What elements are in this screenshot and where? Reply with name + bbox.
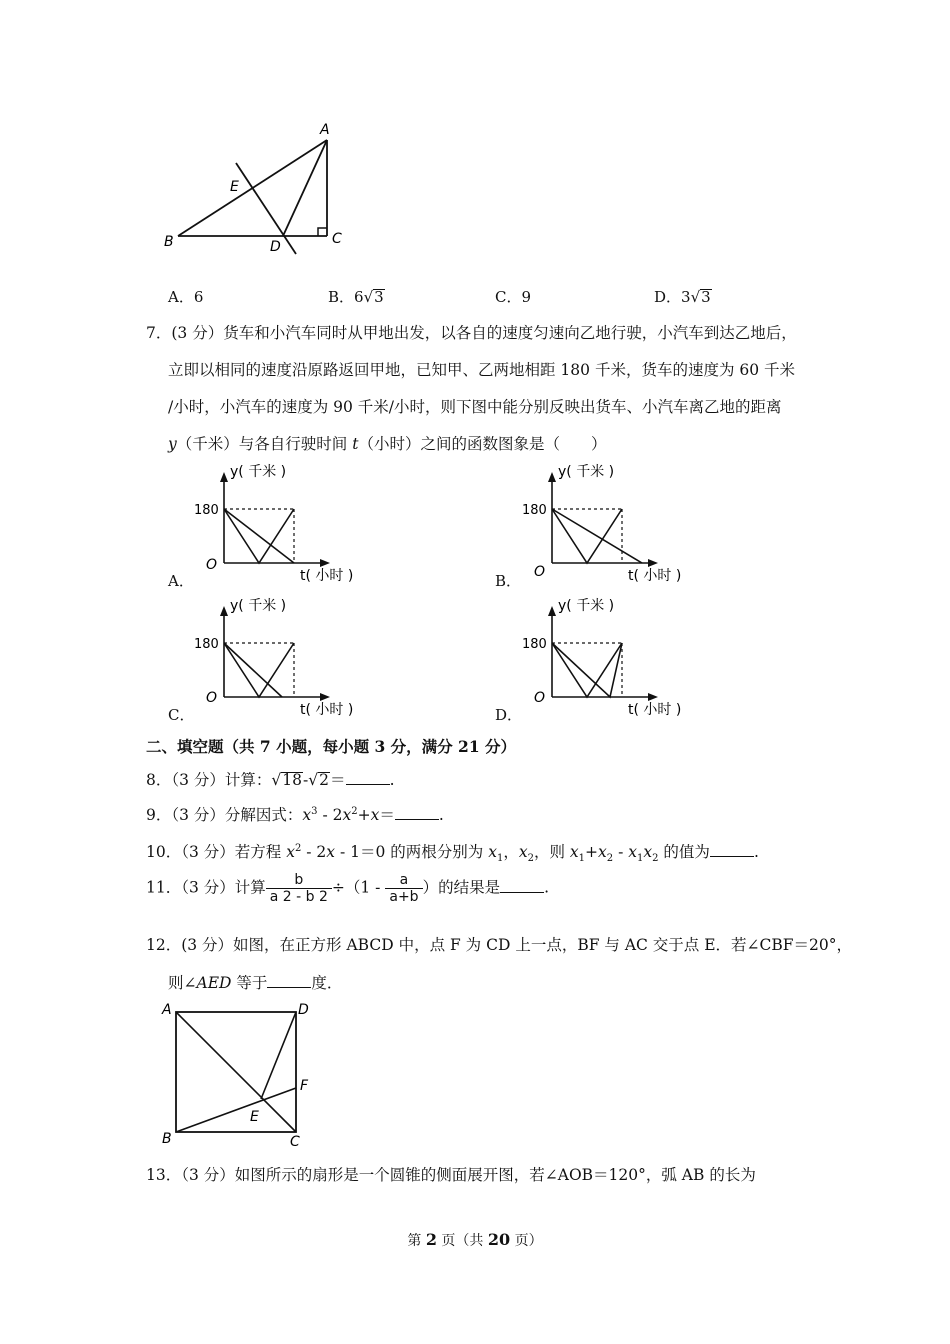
sqrt-sign: √	[308, 771, 319, 789]
q9	[146, 803, 444, 825]
truck-line	[552, 643, 622, 697]
q8-prefix: 8．（3 分）计算：	[146, 771, 272, 789]
truck-line	[552, 509, 642, 563]
q10-mid: - 2	[301, 843, 327, 861]
q7-option-d-label[interactable]: D．	[495, 706, 523, 724]
var-x: x	[342, 806, 352, 824]
q10-comma: ，	[503, 843, 519, 861]
q6-option-d[interactable]	[654, 286, 712, 307]
label-D: D	[270, 239, 281, 255]
q10-then: ，则	[533, 843, 570, 861]
sup: 2	[294, 842, 302, 854]
q7-line-2: 立即以相同的速度沿原路返回甲地，已知甲、乙两地相距 180 千米，货车的速度为 60 千米	[168, 361, 796, 379]
q11-num2: a	[385, 872, 422, 889]
q7-line-4-a: （千米）与各自行驶时间	[176, 435, 353, 453]
sub: 1	[578, 853, 586, 865]
q11-close: ）的结果是	[422, 878, 501, 897]
label-180: 180	[522, 637, 547, 652]
var-x: x	[569, 843, 579, 861]
sub: 1	[637, 853, 644, 865]
q7-option-b-label[interactable]: B．	[495, 572, 522, 590]
label-F: F	[300, 1078, 309, 1094]
q11	[146, 872, 549, 905]
var-x: x	[628, 843, 637, 861]
label-C: C	[290, 1134, 300, 1150]
q12-line-1: 12．(3 分）如图，在正方形 ABCD 中，点 F 为 CD 上一点，BF 与 AC 交于点 E．若∠CBF＝20°，	[146, 936, 853, 954]
q7-option-a-label[interactable]: A．	[168, 572, 194, 590]
label-t-axis: t( 小时 )	[300, 702, 354, 718]
label-180: 180	[522, 503, 547, 518]
segment-BF	[176, 1088, 296, 1132]
q12-prefix: 则∠	[168, 974, 197, 992]
var-x: x	[643, 843, 653, 861]
var-x: x	[326, 843, 336, 861]
var-x: x	[302, 806, 312, 824]
sup: 2	[351, 805, 358, 817]
q8-answer-blank[interactable]	[346, 772, 390, 785]
q7-graph-d[interactable]	[518, 594, 708, 722]
footer-total: 20	[487, 1230, 511, 1249]
q12-line-2	[168, 971, 342, 993]
y-arrow	[548, 606, 556, 616]
q11-den: a 2 - b 2	[269, 889, 328, 905]
var-x: x	[370, 806, 380, 824]
label-A: A	[162, 1002, 172, 1018]
page-footer	[0, 1230, 950, 1250]
sqrt-sign: √	[690, 288, 701, 306]
label-origin: O	[206, 557, 218, 573]
q11-fraction-2	[385, 872, 422, 905]
right-angle-mark	[318, 228, 327, 236]
footer-text-3: 页）	[510, 1233, 543, 1249]
sqrt-sign: √	[363, 288, 374, 306]
sub: 2	[606, 853, 614, 865]
q8-radicand-2: 2	[319, 771, 330, 789]
t-arrow	[648, 693, 658, 701]
label-origin: O	[534, 690, 546, 706]
y-arrow	[220, 472, 228, 482]
q6-option-b-prefix: B．6	[328, 288, 364, 306]
label-y-axis: y( 千米 )	[230, 598, 287, 614]
q8	[146, 768, 395, 790]
sub: 1	[496, 853, 504, 865]
square-figure	[160, 998, 320, 1150]
label-t-axis: t( 小时 )	[628, 702, 682, 718]
sub: 2	[527, 853, 534, 865]
q10-minus: -	[613, 843, 629, 861]
q10-end: .	[753, 843, 759, 861]
var-x: x	[286, 843, 295, 861]
label-origin: O	[534, 564, 546, 580]
var-t: t	[352, 435, 359, 453]
diagonal-AC	[176, 1012, 296, 1132]
footer-page: 2	[425, 1230, 437, 1249]
q10-plus: +	[585, 843, 599, 861]
q6-option-d-prefix: D．3	[654, 288, 691, 306]
car-line	[552, 509, 622, 563]
sub: 2	[652, 853, 659, 865]
q7-line-3: /小时，小汽车的速度为 90 千米/小时，则下图中能分别反映出货车、小汽车离乙地的距离	[168, 398, 782, 416]
label-E: E	[230, 179, 239, 195]
triangle-figure	[160, 118, 340, 258]
q11-answer-blank[interactable]	[500, 880, 544, 893]
label-B: B	[164, 234, 174, 250]
q8-eq: ＝	[330, 771, 346, 789]
q9-end: .	[438, 806, 444, 824]
q7-graph-c[interactable]	[190, 594, 380, 722]
q8-minus: -	[303, 771, 309, 789]
label-180: 180	[194, 637, 219, 652]
q8-end: .	[389, 771, 395, 789]
q10-prefix: 10．（3 分）若方程	[146, 843, 287, 861]
q11-prefix: 11．（3 分）计算	[146, 878, 266, 897]
q8-radicand-1: 18	[282, 771, 303, 789]
q7-line-4-b: （小时）之间的函数图象是（ ）	[358, 435, 607, 453]
car-line	[224, 643, 294, 697]
q10-tail: - 1＝0 的两根分别为	[335, 843, 489, 861]
footer-text-2: 页（共	[436, 1233, 488, 1249]
q9-eq: ＝	[379, 806, 395, 824]
q11-div: ÷（1 -	[331, 878, 386, 897]
label-t-axis: t( 小时 )	[300, 568, 354, 584]
q11-num: b	[266, 872, 332, 889]
label-y-axis: y( 千米 )	[558, 464, 615, 480]
q6-option-c[interactable]: C．9	[495, 288, 532, 306]
q11-den2: a+b	[389, 889, 419, 905]
q12-answer-blank[interactable]	[267, 975, 311, 988]
label-E: E	[250, 1109, 259, 1125]
q9-prefix: 9．（3 分）分解因式：	[146, 806, 303, 824]
sqrt-sign: √	[271, 771, 282, 789]
label-A: A	[320, 122, 330, 138]
label-B: B	[162, 1131, 172, 1147]
q6-option-a[interactable]: A．6	[168, 288, 204, 306]
t-arrow	[320, 693, 330, 701]
var-x: x	[488, 843, 497, 861]
var-y: y	[168, 435, 177, 453]
q9-plus: +	[357, 806, 371, 824]
segment-DE	[261, 1012, 296, 1099]
y-arrow	[220, 606, 228, 616]
q6-option-d-radicand: 3	[701, 288, 711, 306]
q7-line-1: 7．(3 分）货车和小汽车同时从甲地出发，以各自的速度匀速向乙地行驶，小汽车到达乙地后，	[146, 324, 797, 342]
label-t-axis: t( 小时 )	[628, 568, 682, 584]
q13-line-1: 13．（3 分）如图所示的扇形是一个圆锥的侧面展开图，若∠AOB＝120°，弧 AB 的长为	[146, 1166, 756, 1184]
q7-option-c-label[interactable]: C．	[168, 706, 195, 724]
truck-line	[224, 509, 294, 563]
var-x: x	[518, 843, 528, 861]
footer-text-1: 第	[407, 1233, 426, 1249]
q7-graph-a[interactable]	[190, 460, 380, 588]
q10-answer-blank[interactable]	[710, 844, 754, 857]
label-180: 180	[194, 503, 219, 518]
label-y-axis: y( 千米 )	[230, 464, 287, 480]
q7-line-4	[168, 432, 606, 454]
label-D: D	[298, 1002, 309, 1018]
q9-mid: - 2	[317, 806, 343, 824]
q11-end: .	[544, 878, 550, 897]
t-arrow	[648, 559, 658, 567]
q11-fraction-1	[266, 872, 332, 905]
q6-option-b[interactable]	[328, 286, 385, 307]
q12-mid: 等于	[231, 974, 268, 992]
q6-option-b-radicand: 3	[374, 288, 384, 306]
perpendicular-bisector	[236, 163, 296, 254]
q7-graph-b[interactable]	[518, 460, 708, 588]
label-origin: O	[206, 690, 218, 706]
section-2-title: 二、填空题（共 7 小题，每小题 3 分，满分 21 分）	[146, 737, 517, 756]
y-arrow	[548, 472, 556, 482]
var-x: x	[598, 843, 607, 861]
q12-end: 度．	[311, 974, 343, 992]
sup: 3	[311, 805, 318, 817]
label-y-axis: y( 千米 )	[558, 598, 615, 614]
label-C: C	[332, 231, 342, 247]
q10	[146, 840, 759, 864]
t-arrow	[320, 559, 330, 567]
angle-aed: AED	[196, 974, 232, 992]
q10-end-text: 的值为	[658, 843, 710, 861]
q9-answer-blank[interactable]	[395, 807, 439, 820]
